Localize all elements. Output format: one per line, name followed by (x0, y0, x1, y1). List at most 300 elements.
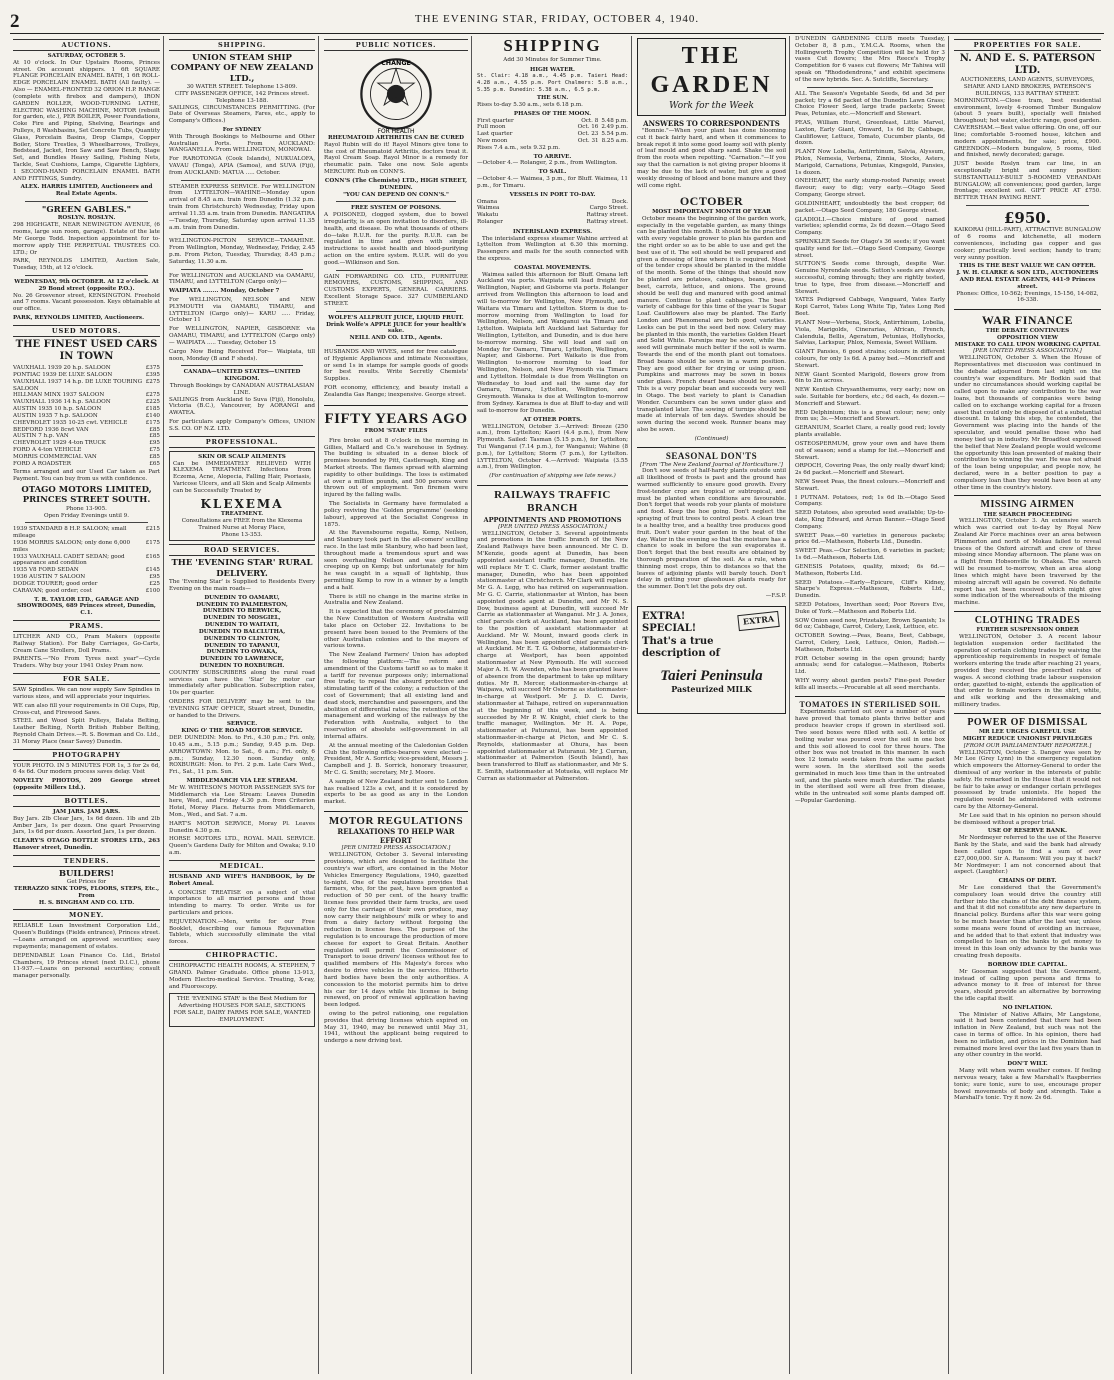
list-cell: First quarter (477, 117, 514, 124)
property-price: £950. (1004, 209, 1051, 228)
property-listing: KAIKORAI (HILL-PART), ATTRACTIVE BUNGALOW of 6 rooms and kitchenette, all modern conveniences, including gas copper and gas cooker; practically level section; handy to tram; very sunny position. (954, 227, 1101, 261)
section-heading: PUBLIC NOTICES. (324, 39, 468, 51)
list-row (13, 392, 160, 399)
article-headline: RAILWAYS TRAFFIC BRANCH (477, 485, 628, 516)
subhead: CHAINS OF DEBT. (998, 878, 1057, 885)
classified-ad: DEPENDABLE Loan Finance Co. Ltd., Bristol Chambers, 19 Princes street (next D.I.C.), phone 11-937.—Loans on personal securities; consult manager personally. (13, 952, 160, 980)
article-paragraph: The New Zealand Farmers' Union has adopted the following platform:—The reform and amendment of the Customs tariff so as to make it a tariff for revenue purposes only; international free trade; to repeal the absurd protective and stimulating tariff of the colony; a reduction of the cost of Government; that all existing land and dead stock, merchandise and passengers, and the abolition of differential rates; the retention of the management and working of the railways by the Federation with Australia, subject to the reservation of absolute self-government in all internal affairs. (324, 652, 468, 740)
article-subhead: THE DEBATE CONTINUES (985, 327, 1070, 334)
list-cell: Rattray street. (586, 218, 628, 225)
subhead: TO ARRIVE. (533, 153, 572, 160)
section-heading: PROPERTIES FOR SALE. (954, 39, 1101, 51)
article-source: [PER UNITED PRESS ASSOCIATION.] (973, 348, 1082, 355)
list-row (13, 554, 160, 568)
seed-ad: PLANT Now—Verbena, Stock, Antirrhinum, Lobelia, Viola, Marigolds, Cinerarias, African, French, Calendula, Bellis, Ageratum, Petunias, Hollyhocks, Salvias, Larkspur, Phlox, Nemesia, Sweet William. (795, 319, 945, 347)
note: (For continuation of shipping see late news.) (489, 473, 616, 480)
section-heading: CHIROPRACTIC. (169, 949, 315, 961)
classified-ad: LITCHER AND CO., Pram Makers (opposite Railway Station). For Baby Carriages, Go-Carts, Cream Cane Strollers, Doll Prams. (13, 633, 160, 654)
list-row (13, 420, 160, 427)
list-cell: 1936 MORRIS SALOON; only done 6,000 miles (13, 540, 131, 553)
seed-ad: NEW Kentish Chrysanthemums, very early; now on sale. Suitable for borders, etc.; 6d each, 4s dozen.—Moncrieff and Stewart. (795, 387, 945, 407)
list-cell: FORD A 4-ton VEHICLE (13, 446, 82, 453)
column-shipping-ads (166, 36, 318, 1374)
ad-headline: RHEUMATOID ARTHRITIS CAN BE CURED (327, 135, 464, 142)
list-cell: CHEVROLET 1929 4-ton TRUCK (13, 440, 106, 447)
article-paragraph: The Socialists in Germany have formulated a policy reviving the 'Golden programme' (seeking labour), approved at the Socialist Congress in 1875. (324, 501, 468, 528)
article-subhead: MISTAKE TO CALL UPON WORKING CAPITAL (954, 341, 1101, 348)
dealer-phone: Phone 13-905. (66, 505, 107, 512)
section-heading: PRAMS. (13, 620, 160, 632)
article-paragraph: Many wilt when warm weather comes. If feeling nervous weary, take a few Marshall's Raspberries tonic; sure tonic, sure to use, encourage proper bowel movements of body and strength. Take a Marshall's tonic. Try it now. 2s 6d. (954, 1068, 1101, 1102)
list-cell: £85 (149, 453, 160, 460)
section-heading: PHOTOGRAPHY (13, 749, 160, 761)
list-cell: VAUXHALL 1936 14 h.p. SALOON (13, 399, 111, 406)
classified-ad: STEEL and Wood Split Pulleys, Balata Belting, Leather Belting, North British Rubber Belting, Reynold Chain Drives.—R. S. Bowman and Co. Ltd., 31 Moray Place (near Savoy) Dunedin. (13, 718, 160, 745)
seed-ad: PEAS, William Hurst, Greenfeast, Little Marvel, Laxton, Early Giant, Onward, 1s 6d lb; Cabbage, Cauliflower, Lettuce, Tomato, Cucumber plants, 6d dozen. (795, 119, 945, 147)
seed-ad: SEED Potatoes.—Early—Epicure, Cliff's Kidney, Sharpe's Express.—Matheson, Roberts Ltd., Dunedin. (795, 579, 945, 600)
list-cell: VAUXHALL 1937 14 h.p. DE LUXE TOURING SALOON (13, 378, 143, 392)
list-row (477, 124, 628, 131)
ad-text: The 'Evening Star' is Supplied to Residents Every Evening on the main roads— (169, 579, 315, 593)
seed-ad: SWEET Peas.—Our Selection, 6 varieties in packet; 1s 6d.—Matheson, Roberts Ltd. (795, 548, 945, 562)
article-paragraph: A sample of New Zealand butter sent to London has realised 123s a cwt, and it is considered by experts to be as good as any in the London market. (324, 778, 468, 806)
list-cell: £140 (145, 412, 160, 419)
route-item: DUNEDIN TO BERWICK, (202, 608, 282, 615)
list-cell: FORD A ROADSTER (13, 460, 71, 467)
list-cell: New moon (477, 138, 508, 145)
ad-text: HART'S MOTOR SERVICE, Moray Pl. Leaves Dunedin 4.30 p.m. (169, 820, 315, 834)
list-row (13, 365, 160, 372)
list-cell: Rolanger (477, 218, 503, 225)
article-headline: POWER OF DISMISSAL (954, 713, 1101, 729)
ad-text: For WELLINGTON, NELSON and NEW PLYMOUTH via OAMARU, TIMARU, and LYTTELTON (Cargo only)— KARU ..... Friday, October 11 (169, 297, 315, 324)
section-heading: MONEY. (13, 909, 160, 921)
article-subhead: RELAXATIONS TO HELP WAR EFFORT (337, 827, 455, 845)
article-paragraph: Mr Lee said that in his opinion no person should be dismissed without a proper trial. (954, 812, 1101, 826)
subhead: COASTAL MOVEMENTS. (514, 264, 591, 271)
list-cell: £85 (149, 433, 160, 440)
seed-ad: GLADIOLI.—Choice mixture of good named varieties; splendid corms, 2s 6d dozen.—Otago Seed Company. (795, 216, 945, 237)
agent-name: J. W. H. CLARKE & SON LTD., AUCTIONEERS AND REAL ESTATE AGENTS, 441-9 Princes street. (956, 270, 1099, 290)
list-row (13, 427, 160, 434)
list-cell: Oct. 16 (577, 124, 599, 131)
seed-ad: ONEHEART, the early stump-rooted Parsnip; sweet flavour; easy to dig; very early.—Otago Seed Company, George street. (795, 178, 945, 199)
article-headline: TOMATOES IN STERILISED SOIL (795, 696, 945, 710)
list-cell: Cargo Street. (589, 205, 628, 212)
list-cell: £145 (145, 567, 160, 574)
arrivals: —October 4.— Rolanger, 2 p.m., from Wellington. (477, 160, 618, 167)
list-cell: AUSTIN 1935 10 h.p. SALOON (13, 406, 102, 413)
list-cell: CARAVAN; good order; cost (13, 587, 92, 594)
ad-headline: FREE SYSTEM OF POISONS. (350, 205, 442, 212)
article-subhead: MR LEE URGES CAREFUL USE (978, 729, 1077, 736)
ad-text: Terms arranged and our Used Car taken as Part Payment. You can buy from us with confidence. (13, 469, 160, 483)
ad-text: REJUVENATION.—Men, write for our Free Booklet, describing our famous Rejuvenation Tablets, which successfully eliminate the vital forces. (169, 918, 315, 946)
section-heading: ROAD SERVICES. (169, 544, 315, 556)
subhead: BORROW IDLE CAPITAL. (987, 961, 1068, 968)
route-list (169, 595, 315, 670)
company-address: 30 WATER STREET. Telephone 13-809. (186, 84, 298, 91)
ad-text: COUNTRY SUBSCRIBERS along the rural road services can have the 'Star' by motor car immediately after publication. Subscription rates, 10s per quarter. (169, 669, 315, 697)
list-cell: 2.49 p.m. (601, 124, 628, 131)
seed-ad: OSTEOSPERMUM, grow your own and have them out of season; send a stamp for list.—Moncrieff and Stewart. (795, 440, 945, 461)
list-row (13, 574, 160, 581)
ad-text: Mr W. WHITESON'S MOTOR PASSENGER SVS for Middlemarch via Lee Stream: Leaves Dunedin here, Wed., and Friday 4.30 p.m. from Criterion Hotel, Moray Place. Returns from Middlemarch, Mon., Wed., and Sat. 7 a.m. (169, 784, 315, 819)
classified-ad: RELIABLE Loan Investment Corporation Ltd., Queen's Buildings (Fields entrance), Princes street.—Loans arranged on approved securities; easy repayments; management of estates. (13, 923, 160, 950)
article-paragraph: WELLINGTON, October 3. An extensive search which was carried out to-day by Royal New Zealand Air Force machines over an area between Plimmerton and north of Mokau failed to reveal traces of the Oxford aircraft and crew of three missing since Monday afternoon. The plane was on a flight from Hobsonville to Ohakea. The search will be resumed to-morrow, when an area along lines which might have been traversed by the missing aircraft will again be covered. No definite report has yet been received which might give some indication of the whereabouts of the missing machine. (954, 518, 1101, 607)
list-cell: Last quarter (477, 131, 513, 138)
list-cell: £215 (145, 526, 160, 533)
seed-ad: SUTTON'S Seeds come through, despite War. Genuine Nyrendale seeds. Sutton's seeds are always successful, coming through; they are rightly tested, true to type, free from disease.—Moncrieff and Stewart. (795, 261, 945, 295)
article-headline: WAR FINANCE (954, 309, 1101, 328)
ad-text: WOLFE'S ALLFRUIT JUICE, LIQUID FRUIT. Drink Wolfe's APPLE JUICE for your health's sake. (326, 314, 466, 335)
list-row (477, 138, 628, 145)
masthead-title: THE EVENING STAR, FRIDAY, OCTOBER 4, 1940. (414, 13, 700, 25)
list-cell: 1939 STANDARD 8 H.P. SALOON; small mileage (13, 526, 127, 540)
seed-ad: NEW Giant Scented Marigold, flowers grow from 6in to 2in across. (795, 371, 945, 385)
list-cell: Rattray street. (586, 212, 628, 219)
list-cell: 5.54 p.m. (601, 131, 628, 138)
article-paragraph: At the Ravensbourne regatta, Kemp, Neilson, and Stanbury took part in the all-comers' sculling race. In the last mile Stanbury, who had been last, throughout made a tremendous spurt and was seen overhauling Neilson and was gradually creeping up on Kemp; but unfortunately for him he was caught in a squall of lightship, thus permitting Kemp to row in a winner by a length and a half. (324, 530, 468, 591)
property-text: No. 26 Grosvenor street, KENSINGTON. Freehold and 7 rooms. Vacant possession. Keys obtainable at our office. (13, 292, 160, 313)
article-paragraph: owing to the petrol rationing, one regulation provides that driving licenses which expired on May 31, 1940, may be renewed until May 31, 1941, without the applicant being required to undergo a new driving test. (324, 1010, 468, 1045)
subhead: NO INFLATION. (1002, 1004, 1053, 1011)
note: (Continued) (694, 435, 729, 442)
ad-text: HUSBANDS AND WIVES, send for free catalogue of Hygienic Appliances and intimate Necessities, or send 1s in stamps for sample goods of goods for best results. Write Secretly Chemists' Supplies. (324, 348, 468, 383)
column-notices (321, 36, 471, 1374)
ad-headline: BUILDERS! (58, 868, 115, 879)
moon-times: Rises 7.4 a.m., sets 9.32 p.m. (477, 144, 561, 151)
section-heading: MEDICAL. (169, 860, 315, 872)
list-cell: HILLMAN MINX 1937 SALOON (13, 392, 105, 399)
column-news (951, 36, 1104, 1374)
ad-text: NEILL AND CO. LTD., Agents. (349, 335, 443, 342)
ad-text: FOR economy, efficiency, and beauty install a Zealandia Gas Range; inexpensive. George street. (324, 385, 468, 398)
ad-text: TERRAZZO SINK TOPS, FLOORS, STEPS, Etc., From (13, 885, 160, 899)
ad-text: Phone 13-353. (221, 531, 263, 538)
ad-text: GAIN FORWARDING CO. LTD., FURNITURE REMOVERS, CUSTOMS, SHIPPING, AND CUSTOMS EXPERTS, GENERAL CARRIERS. Excellent Storage Space. 327 CUMBERLAND STREET. (324, 273, 468, 307)
route-item: DUNEDIN TO CLINTON, (203, 635, 281, 642)
seed-ad: YATES Pedigreed Cabbage, Vanguard, Yates Early Kopi Carrot, Yates Long White Tip, Yates Long Red Beet. (795, 297, 945, 318)
list-row (477, 131, 628, 138)
list-row (13, 413, 160, 420)
list-cell: £95 (149, 574, 160, 581)
article-paragraph: The interisland express steamer Wahine arrived at Lyttelton from Wellington at 6.30 this morning. Passengers and mails for the south connected with the express. (477, 235, 628, 263)
list-cell: £275 (145, 392, 160, 399)
vessel-list (477, 199, 628, 226)
subhead: HIGH WATER. (530, 66, 575, 73)
column-classifieds (10, 36, 163, 1374)
list-row (477, 212, 628, 219)
ad-text: "YOU CAN DEPEND ON CONN'S." (343, 191, 449, 198)
subhead: DON'T WILT. (1007, 1061, 1048, 1068)
route-heading: For SYDNEY (222, 126, 262, 133)
seed-ad: PLANT Now Lobelia, Antirrhinum, Salvia, Alyssum, Phlox, Nemesia, Verbena, Zinnia, Stocks, Asters, Marigold, Carnations, Petunias, Kingsgold, Pansies, 1s dozen. (795, 149, 945, 176)
article-headline: ANSWERS TO CORRESPONDENTS (643, 118, 780, 128)
departures: —October 4.— Waimea, 3 p.m., for Bluff. Waimea, 11 p.m., for Timaru. (477, 176, 628, 189)
company-name: UNION STEAM SHIP COMPANY OF NEW ZEALAND LTD., (170, 53, 314, 84)
section-heading: BOTTLES. (13, 795, 160, 807)
article-subhead: MOST IMPORTANT MONTH OF YEAR (652, 208, 771, 215)
dealer-name: T. R. TAYLOR LTD., GARAGE AND SHOWROOMS, 689 Princes street, Dunedin, C.1. (17, 596, 156, 617)
list-cell: £395 (145, 372, 160, 379)
classified-ad: PARENTS.—"No From Tyres next year"—Cycle Traders. Why buy your 1941 Oxley Pram now. (13, 656, 160, 670)
ad-text: Consultations are FREE from the Klexema Trained Nurse at Moray Place, (181, 518, 303, 531)
garden-masthead: THE GARDEN (650, 43, 773, 99)
car-list (13, 365, 160, 467)
article-paragraph: WELLINGTON, October 3. Danger was seen by Mr Lee (Grey Lynn) in the emergency regulation which empowers the Attorney-General to order the dismissal of any worker in the interests of public safety. He remarked in the House that it would not be fair to take away or endanger certain privileges possessed by trade unionists. He hoped the regulation would be administered with extreme care by the Attorney-General. (954, 749, 1101, 811)
article-paragraph: "Bonnie."—When your plant has done blooming cut it back fairly hard, and when it commences to break repot it into some good loamy soil with plenty of leaf mould and good sharp sand. Shake the soil from the roots when repotting. "Carnation."—If you say that the carnation is not giving proper blooms it may be due to the lack of water, but give a good weekly dressing of blood and bone manure and they will come right. (637, 128, 786, 189)
seal-top-text: CHANGE (381, 58, 411, 67)
ad-text: Through Bookings by CANADIAN AUSTRALASIAN LINE. (169, 382, 315, 396)
article-paragraph: WELLINGTON, October 3.—Arrived: Breeze (250 a.m.), from Lyttelton; Kaori (4.4 p.m.), from New Plymouth. Sailed: Tasman (5.15 p.m.), for Lyttelton; Tui Wanganui (7.14 p.m.), for Wanganui; Wahine (8 p.m.), for Lyttelton; Storm (7 p.m.), for Lyttelton. LYTTELTON, October 4.—Arrived: Waipiata (3.55 a.m.), from Wellington. (477, 423, 628, 471)
company-address: CITY PASSENGER OFFICE, 142 Princes street. Telephone 13-188. (174, 90, 310, 104)
classified-ad: CLEARY'S OTAGO BOTTLE STORES LTD., 263 Hanover street, Dunedin. (13, 838, 160, 851)
list-cell: £85 (149, 426, 160, 433)
route-heading: CANADA—UNITED STATES—UNITED KINGDOM. (183, 369, 301, 383)
product-name: Pasteurized MILK (671, 684, 752, 695)
article-headline: SEASONAL DON'TS (637, 447, 786, 462)
auction-date: SATURDAY, OCTOBER 5. (47, 53, 126, 60)
column-rule (163, 36, 164, 1374)
seed-ad: SWEET Peas.—60 varieties in generous packets; price 6d.—Matheson, Roberts Ltd., Dunedin. (795, 532, 945, 546)
seed-ad: ALL The Season's Vegetable Seeds, 6d and 3d per packet; try a 6d packet of the Dunedin Lawn Grass; Choice Flower Seed, large trade packets; Sweet Peas, Petunias, etc.—Moncrieff and Stewart. (795, 90, 945, 118)
column-rule (631, 36, 632, 1374)
tide-table: St. Clair: 4.18 a.m., 4.45 p.m. Taieri Head: 4.28 a.m., 4.55 p.m. Port Chalmers: 5.8 a.m., 5.35 p.m. Dunedin: 5.38 a.m., 6.5 p.m. (477, 73, 628, 93)
property-locality: ROSLYN. ROSLYN. (57, 215, 116, 222)
property-name: "GREEN GABLES." (41, 205, 132, 216)
section-heading: FOR SALE. (13, 673, 160, 685)
list-cell: PONTIAC 1939 DE LUXE SALOON (13, 372, 113, 379)
list-cell: £65 (149, 460, 160, 467)
ad-text: ORDERS FOR DELIVERY may be sent to the 'EVENING STAR' OFFICE, Stuart street, Dunedin, or handed to the Drivers. (169, 699, 315, 719)
ad-text: For WELLINGTON, NAPIER, GISBORNE via OAMARU, TIMARU, and LYTTELTON (Cargo only)— WAIPIATA ..... Tuesday, October 15 (169, 326, 315, 346)
article-subhead: THE SEARCH PROCEEDING (983, 511, 1072, 518)
article-paragraph: October means the beginning of the garden work, especially in the vegetable garden, as many things can be planted this month. It should be the practice with every vegetable grower to plan his garden and the right order so as to be able to use and get the best use of it. The soil should be well prepared and given a dressing of lime where it is required. Most of the tender crops should be planted in the middle of the month. Some of the things that should now be planted are potatoes, cabbages, beans, peas, beet, carrots, lettuce, and onions. The ground should be well dug and manured with good animal manure. Continue to plant cabbages. The best variety of cabbage for this time of the year is Sugar Loaf. Cauliflowers also may be planted. The Early London and Phenomenal are both good varieties. Leeks can be put in the seed bed now. Celery may be planted in this month, the varieties Golden Heart and Solid White. Parsnips may be sown, while the seed will germinate much better if the soil is warm. Towards the end of the month plant out tomatoes. Broad beans should be sown in a warm position. They are good either for drying or using green. Pumpkins and marrows may be sown in boxes under glass. French dwarf beans should be sown. This is a very popular bean and succeeds very well in Otago. The best variety to plant is Canadian Wonder. Cucumbers can be sown under glass and transplanted later. The sowing of turnips should be made at intervals of ten days. Swedes should be sown during the second week. Runner beans may also be sown. (637, 215, 786, 433)
ad-text: HUSBAND AND WIFE'S HANDBOOK, by Dr Robert Ameal. (169, 873, 315, 887)
ad-headline: MIDDLEMARCH VIA LEE STREAM. (186, 777, 298, 784)
ad-text: CONN'S (The Chemists) LTD., HIGH STREET, DUNEDIN. (324, 177, 468, 191)
article-headline: MOTOR REGULATIONS (324, 811, 468, 828)
garden-subtitle: Work for the Week (669, 100, 754, 111)
ad-text: Get Prices for (66, 879, 107, 886)
classified-ad: YOUR PHOTO. IN 5 MINUTES FOR 1s, 3 for 2s 6d, 6 4s 6d. Our modern process saves delay. Visit (13, 762, 160, 776)
list-cell: Dock. (611, 198, 628, 205)
property-listing: JUST beside Roslyn tram car line, in an exceptionally bright and sunny position: SUBSTANTIALLY-BUILT 5-ROOMED VERANDAH BUNGALOW; all conveniences; good garden, large frontage; excellent soil. GIFT PRICE AT £750. BETTER THAN PAYING RENT. (954, 161, 1101, 202)
article-subhead: FROM 'STAR' FILES (364, 427, 428, 434)
list-cell: CHEVROLET 1935 10-25 cwt. VEHICLE (13, 419, 128, 426)
list-row (13, 399, 160, 406)
route-item: DUNEDIN TO ROXBURGH. (199, 662, 285, 669)
seal-logo (350, 53, 442, 135)
article-paragraph: The Minister of Native Affairs, Mr Langstone, said it had been contended that there had been inflation in New Zealand, but such was not the case in terms of office. In his opinion, there had been no inflation, and prices in the Dominion had remained more level over the last five years than in any other country in the world. (954, 1011, 1101, 1059)
classified-ad: SAW Spindles. We can now supply Saw Spindles in various sizes, and will appreciate your inquiries. (13, 687, 160, 700)
route-item: DUNEDIN TO OWAKA, (206, 649, 278, 656)
article-paragraph: Mr Lee considered that the Government's compulsory loan would drive the country still further into the chains of the debt finance system, and that it did not constitute any new departure in financial policy. Burdens after this war were going to be much heavier than after the last war, unless some means were found of avoiding an increase, and he added that to that extent that industry was compelled to lean on the banks to get money to invest in this loan only advance by the banks was creating fresh deposits. (954, 884, 1101, 960)
ad-headline: SKIN OR SCALP AILMENTS (198, 453, 286, 460)
column-rule (318, 36, 319, 1374)
article-paragraph: WELLINGTON, October 3. A recent labour legislation suspension order facilitated the operation of certain clothing trades by waiving the apprenticeship requirements in respect of female workers entering the trade after reaching 21 years, provided they received the prescribed rates of wages. A second clothing trade labour suspension order, gazetted to-night, extends the application of that order to female workers in the shirt, white, and silk working and the dressmaking and millinery trades. (954, 633, 1101, 709)
property-listing: MORNINGTON.—Close tram, best residential environment, lovely 4-roomed Timber Bungalow (about 5 years built), specially well finished throughout; hot water, electric range, good garden. CAVERSHAM.—Best value offering. On one, off our line; comfortable 5-roomed house, kitchen and modern appointments, for saie; price, £900. GREENDON.—Modern bungalow, 5 rooms, tiled and finished, newly decorated; garage. (954, 97, 1101, 159)
seed-ad: SPRINKLER Seeds for Otago's 36 seeds; if you want quality send for list.—Otago Seed Company, George street. (795, 238, 945, 259)
list-row (13, 454, 160, 461)
seed-ad: NEW Sweet Peas, the finest colours.—Moncrieff and Stewart. (795, 478, 945, 492)
column-garden-ads (792, 36, 948, 1374)
ad-text: Cargo Now Being Received For— Waipiata, till noon, Monday (B and F sheds). (169, 348, 315, 362)
article-source: [FROM OUR PARLIAMENTARY REPORTER.] (963, 742, 1092, 749)
section-title: SHIPPING (503, 36, 602, 55)
classified-ad: NOVELTY PHOTOS, 209 George street (opposite Millers Ltd.). (13, 778, 160, 792)
column-rule (789, 36, 790, 1374)
byline: —F.S.P. (765, 593, 786, 599)
seed-ad: SOW Onion seed now, Prizetaker, Brown Spanish; 1s 6d oz; Cabbage, Carrot, Celery, Leek, Lettuce, etc. (795, 617, 945, 631)
list-row (13, 588, 160, 595)
list-cell: DODGE TOURER; good order (13, 580, 98, 587)
article-source: [PER UNITED PRESS ASSOCIATION.] (341, 845, 451, 852)
route-item: DUNEDIN TO LAWRENCE, (200, 656, 284, 663)
seed-ad: RED Delphinium; this is a great colour; new; only from us; 3s.—Moncrieff and Stewart. (795, 409, 945, 423)
ad-text: Can be IMMEDIATELY RELIEVED WITH KLEXEMA TREATMENT. Infections from Eczema, Acne, Alopecia, Falling Hair, Psoriasis, Varicose Ulcers, and all Skin and Scalp Ailments can be Successfully Treated by (173, 460, 311, 494)
ad-text: SAILINGS, CIRCUMSTANCES PERMITTING. (For Date of Overseas Steamers, Fares, etc., apply to Company's Offices.) (169, 104, 315, 125)
extra-badge: EXTRA (737, 611, 780, 631)
seal-ring-text: FOR HEALTH (377, 129, 415, 136)
article-source: [From 'The New Zealand Journal of Horticulture.'] (640, 461, 783, 468)
ad-text: SAILINGS from Auckland to Suva (Fiji), Honolulu, Victoria (B.C.), Vancouver, by AORANGI and AWATEA. (169, 396, 315, 417)
list-cell: £25 (149, 580, 160, 587)
seed-ad: OCTOBER Sowing.—Peas, Beans, Beet, Cabbage, Carrot, Celery, Leek, Lettuce, Onion, Radish.—Matheson, Roberts Ltd. (795, 633, 945, 653)
list-row (13, 461, 160, 468)
section-heading: SHIPPING. (169, 39, 315, 51)
article-headline: CLOTHING TRADES (954, 611, 1101, 627)
classified-ad: D'UNEDIN GARDENING CLUB meets Tuesday, October 8, 8 p.m., Y.M.C.A. Rooms, when the Hollingworth Trophy Competition will be held for 3 vases Cut flowers; the Mrs Reece's Trophy Competition for 6 vases cut flowers; Mr Tahiwa will speak on "Rhododendrons," and exhibit specimens of the new hybrids. Sec. A. Sutcliffe, Secretary. (795, 36, 945, 83)
section-heading: USED MOTORS. (13, 325, 160, 337)
seed-ad: GERANIUM, Scarlet Clare, a really good red; lovely plants available. (795, 425, 945, 439)
article-paragraph: At the annual meeting of the Caledonian Golden Club the following office-bearers were elected:—President, Mr A. Sorrick; vice-president, Messrs J. Campbell and J. B. Sorrick, honorary treasurer, Mr C. G. Smith; secretary, Mr J. Moore. (324, 742, 468, 776)
brand-name: KLEXEMA (200, 496, 284, 511)
moon-phases (477, 118, 628, 145)
ad-text: HORSE MOTORS LTD., ROYAL MAIL SERVICE. Queen's Gardens Daily for Milton and Owaka; 9.10 a.m. (169, 836, 315, 857)
list-cell: Oct. 8 (581, 117, 599, 124)
route-item: DUNEDIN TO MOSGIEL, (203, 615, 281, 622)
company-name: N. AND E. S. PATERSON LTD. (959, 53, 1096, 77)
subhead: PHASES OF THE MOON. (513, 110, 592, 117)
list-cell: £225 (145, 399, 160, 406)
list-row (13, 433, 160, 440)
list-cell: 1936 AUSTIN 7 SALOON (13, 574, 86, 581)
list-cell: Waimea (477, 205, 500, 212)
list-cell: Omana (477, 198, 498, 205)
section-heading: AUCTIONS. (13, 39, 160, 51)
ad-text: WELLINGTON-PICTON SERVICE—TAMAHINE. From Wellington, Monday, Wednesday, Friday, 2.45 p.m. From Picton, Tuesday, Thursday, 8.45 p.m.; Saturday, 11.30 a.m. (169, 238, 315, 265)
dealer-name: OTAGO MOTORS LIMITED, PRINCES STREET SOUTH. (21, 485, 152, 506)
ad-text: With Through Bookings to Melbourne and Other Australian Ports. From AUCKLAND: WANGANELLA. From WELLINGTON, MONOWAI. (169, 133, 315, 154)
list-row (13, 540, 160, 554)
column-rule (948, 36, 949, 1374)
article-paragraph: WELLINGTON, October 3. Several appointments and promotions in the traffic branch of the New Zealand Railways have been announced. Mr C. D. M'Kenzie, goods agent at Dunedin, has been appointed assistant traffic manager, Dunedin. He will replace Mr T. C. Clark, former assistant traffic manager, Dunedin, who has been appointed stationmaster at Christchurch. Mr Clark will replace Mr G. A. Legg, who has retired on superannuation. Mr G. C. Carrie, stationmaster at Winton, has been appointed goods agent at Dunedin, and Mr N. S. Dow, business agent at Dunedin, will succeed Mr Carrie as stationmaster at Wanganui. Mr J. A. Jones, chief parcels clerk at Auckland, has been appointed to the position of assistant stationmaster at Auckland. Mr W. Mount, inward goods clerk in Wellington, has been appointed chief parcels clerk at Auckland. Mr E. T. G. Osborne, stationmaster-in-charge at Westport, has been appointed stationmaster at New Plymouth. He will succeed Major A. H. W. Avenden, who has been granted leave of absence from the department to take up military duties. Mr R. Mercer, stationmaster-in-charge at Waipawa, will succeed Mr Osborne as stationmaster-in-charge at Westport. Mr J. D. C. Davis, stationmaster at Taihape, retired on superannuation at the beginning of this week, and is being succeeded by Mr P. W. Knight, chief clerk to the traffic manager, Wellington. Mr H. A. Pope, stationmaster at Paturanui, has been appointed stationmaster-in-charge at Picton, and Mr C. S. Reynolds, stationmaster at Ohura, has been appointed stationmaster at Paturanui. Mr J. Curran, stationmaster at Palmerston (South Island), has been transferred to Bluff as stationmaster, and Mr S. E. Smith, stationmaster at Motueka, will replace Mr Curran as stationmaster at Palmerston. (477, 530, 628, 782)
list-cell: £95 (149, 440, 160, 447)
ad-text: A CONCISE TREATISE on a subject of vital importance to all married persons and those intending to marry. To order. Write us for particulars and prices. (169, 889, 315, 916)
list-cell: £165 (145, 553, 160, 560)
list-cell: £100 (145, 587, 160, 594)
article-subhead: FURTHER SUSPENSION ORDER (976, 627, 1079, 634)
auction-date: WEDNESDAY, 9th OCTOBER. At 12 o'clock. At 29 Bond street (opposite P.O.). (14, 278, 159, 292)
route-heading: SERVICE. (226, 721, 258, 728)
article-paragraph: Mr Nordmeyer referred to the use of the Reserve Bank by the State, and said the bank had already been called upon to find a sum of over £27,000,000. Sir A. Ransom: Will you pay it back? Mr Nordmeyer: I am not concerned about that aspect. (Laughter.) (954, 835, 1101, 876)
list-row (13, 526, 160, 540)
seed-ad: GENESIS Potatoes, quality, mixed; 6s 6d.—Matheson, Roberts Ltd. (795, 563, 945, 577)
ad-headline: EXTRA! SPECIAL! That's a true description of (642, 610, 720, 660)
subhead: AT OTHER PORTS. (523, 416, 582, 423)
ad-headline: THE 'EVENING STAR' RURAL DELIVERY. (171, 558, 313, 579)
article-subhead: APPOINTMENTS AND PROMOTIONS (483, 515, 622, 524)
subhead: TO SAIL. (538, 169, 567, 176)
seed-ad: WHY worry about garden pests? Fine-pest Powder kills all insects.—Procurable at all seed merchants. (795, 678, 945, 691)
property-text: 298 HIGHGATE, NEAR NEWINGTON AVENUE, (6 rooms, large sun room, garage). Estate of the late Mr George Todd. Inspection appointment for to-morrow apply THE PERPETUAL TRUSTEES CO. LTD.; Or (13, 222, 160, 256)
article-paragraph: Don't sow seeds of half-hardy plants outside until all likelihood of frosts is past and the ground has warmed sufficiently to ensure good growth. Every frost-tender crop are tropical or subtropical, and must be planted when conditions are favourable. Don't forget that weeds rob your plants of moisture and food. Keep the hoe going. Don't neglect the spraying of fruit trees to control pests. A clean tree is a healthy tree, and a healthy tree produces good fruit. Don't water your garden in the heat of the day. Water in the evening so that the moisture has a chance to soak in before the sun evaporates it. Don't forget that the best results are obtained by thorough preparation of the soil. As a rule, when thinning most crops, thin to distances so that the leaves of adjoining plants will barely touch. Don't delay in getting your glasshouse plants ready for the summer. Don't let the pots dry out. (637, 468, 786, 591)
article-paragraph: WELLINGTON, October 3. When the House of Representatives met discussion was continued in the debate adjourned from last night on the country's war expenditure. Mr Bodkin said that under no circumstances should working capital be called upon to make any contribution to the war loans, but thousands of companies were being called on to exchange working capital for a frozen asset that could only be disposed of at a substantial discount. In taking this step, he contended, the Government was placing into the hands of the speculator, and would penalise those who had money tied up in industry. Mr Broadfoot expressed the belief that New Zealand people would welcome the opportunity this loan presented of making their contribution to winning the war. He was not afraid of the loan being unpopular, and people now, he declared, were in a better position to pay a compulsory loan than they would have been at any other time in the country's history. (954, 355, 1101, 491)
classified-ad: Buy Jars. 2lb Clear Jars, 1s 6d dozen. 1lb and 2lb Amber Jars, 1s per dozen. One quart Preserving Jars, 1s 6d per dozen. Assorted Jars, 1s per dozen. (13, 815, 160, 836)
agent-phone: Phones: Office, 10-562; Evenings, 15-156, 14-082, 16-338. (956, 290, 1099, 304)
list-cell: AUSTIN 1935 7 h.p. SALOON (13, 412, 98, 419)
list-cell: £175 (145, 540, 160, 547)
list-cell: 1935 V8 FORD SEDAN (13, 567, 79, 574)
ad-text: For WELLINGTON and AUCKLAND via OAMARU, TIMARU, and LYTTELTON (Cargo only)— (169, 272, 315, 286)
list-row (13, 440, 160, 447)
auctioneer: ALEX. HARRIS LIMITED, Auctioneers and Real Estate Agents. (20, 184, 153, 198)
brand-name: Taieri Peninsula (660, 667, 763, 684)
ad-text: STEAMER EXPRESS SERVICE. For WELLINGTON from LYTTELTON—WAHINE—Monday upon arrival of 8.45 a.m. train from Dunedin (1.32 p.m. train from Christchurch) Wednesday, Friday upon arrival 11.35 a.m. train from Dunedin. RANGATIRA—Tuesday, Thursday, Saturday upon arrival 11.35 a.m. train from Dunedin. (169, 183, 315, 231)
seed-ad: GIANT Pansies, 6 good strains; colours in different colours, for only 1s 6d. A pansy bed.—Moncrieff and Stewart. (795, 349, 945, 369)
note: Add 30 Minutes for Summer Time. (503, 56, 602, 63)
list-cell: Wakatu (477, 212, 499, 219)
subhead: VESSELS IN PORT TO-DAY. (509, 191, 596, 198)
list-row (13, 372, 160, 379)
ad-text: For RAROTONGA (Cook Islands), NUKUALOFA, VAVAU (Tonga), APIA (Samoa), and SUVA (Fiji), from AUCKLAND: MATUA ..... October. (169, 156, 315, 176)
article-headline: OCTOBER (679, 194, 744, 209)
auction-text: At 10 o'clock. In Our Upstairs Rooms, Princes street. On account shippers. 1 6ft SQUARE FLANGE PORCELAIN ENAMEL BATH, 1 6ft ROLL-EDGE PORCELAIN ENAMEL BATH (All faulty). — Also — ENAMEL-FRONTED 32 ORION H.P. RANGE (complete with firebox and dampers), IRON GARDEN ROLLER, WOOD-TURNING LATHE, ELECTRIC WASHING MACHINE, MOTOR (rebuilt for garden, etc.), PER BOILER, Power Foundations, Coke Fire and Piping, Shelving, Bearings and Pulleys, 8 Washbasins, Set Concrete Tubs, Quantity Glass, Porcelain Basins, Drop Clamps, Copper Boiler, Store Trestles, 5 Wheelbarrows, Trolleys, Bedstead, Jacket, Iron Saw and Saw Bench, Stage Set, and Bundles Heavy Sailing, Fishing Nets, Tackle, Seat Cushions, Lamps, Cigarette Lighters, 1 SECOND-HAND PORCELAIN ENAMEL BATH AND FITTINGS, Sundry. (13, 59, 161, 182)
article-paragraph: Fire broke out at 8 o'clock in the morning in Gillies, Mallard and Co.'s warehouse in Sydney. The building is situated in a dense block of premises bounded by Pitt, Castlereagh, King and Market streets. The flames spread with alarming rapidity to other buildings. The loss is estimated at over a million pounds, and 500 persons were thrown out of employment. Ten firemen were injured by the falling walls. (324, 437, 468, 499)
article-paragraph: WELLINGTON, October 3. Several interesting provisions, which are designed to facilitate the country's war effort, are contained in the Motor Vehicles Emergency Regulations, 1940, gazetted to-night. One of the regulations provides that farmers, who, for the past, have been granted a reduction of 50 per cent. of the heavy traffic license fees provided their farm trucks, are used only for the carriage of their own produce, may now carry their neighbours' milk or whey to and from a dairy factory without forgoing the reduction in license fees. The purpose of the regulation is to encourage the production of more cheese for export to Great Britain. Another regulation will permit the Commissioner of Transport to issue drivers' licenses without fee to qualified members of His Majesty's forces who desire to drive vehicles in the service. Hitherto hard bodies have been the only authorities. A concession to the motorist permits him to drive his car for 14 days while his license is being renewed, on proof of renewal application having been lodged. (324, 852, 468, 1009)
list-cell: MORRIS COMMERCIAL VAN (13, 453, 97, 460)
list-cell: Full moon (477, 124, 506, 131)
route-item: DUNEDIN TO OAMARU, (204, 594, 280, 601)
list-cell: 1933 VAUXHALL CADET SEDAN; good appearance and condition (13, 553, 125, 567)
list-row (13, 406, 160, 413)
list-row (13, 567, 160, 574)
article-subhead: OPPOSITION VIEW (996, 334, 1059, 341)
article-paragraph: Experiments carried out over a number of years have proved that tomato plants thrive better and produce heavier crops if grown in sterilised soil. Two seed boxes were filled with soil. A kettle of boiling water was poured over the soil in one box and this soil allowed to cool for three hours. The other box was not treated in this manner. In each box 12 tomato seeds taken from the same packet were sown. In the sterilised soil the seeds germinated in much less time than in the untreated soil, and the plants were much sturdier. The plants in the sterilised soil were all free from disease, while in the untreated soil some plants damped off.—Popular Gardening. (795, 709, 945, 804)
list-row (477, 199, 628, 206)
section-heading: TENDERS. (13, 855, 160, 867)
ad-text: For particulars apply Company's Offices, UNION S.S. CO. OF N.Z. LTD. (169, 419, 315, 432)
route-item: DUNEDIN TO TAPANUI, (204, 642, 280, 649)
list-row (477, 219, 628, 226)
ad-headline: JAM JARS. JAM JARS. (52, 808, 121, 815)
article-paragraph: Mr Goosman suggested that the Government, instead of calling upon persons and firms to advance money to it free of interest for three years, should provide an alternative by borrowing the idle capital itself. (954, 968, 1101, 1002)
ad-headline: KING O' THE ROAD MOTOR SERVICE. (181, 728, 303, 735)
sun-times: Rises to-day 5.30 a.m., sets 6.18 p.m. (477, 101, 583, 108)
subhead: USE OF RESERVE BANK. (987, 828, 1068, 835)
subhead: THE SUN. (536, 95, 569, 102)
ad-text: CHIROPRACTIC HEALTH ROOMS, A. STEPHEN, 7 GRAND. Palmer Graduate. Office phone 13-913, Modern Electro-medical Service. Treating, X-ray, and Fluoroscopy. (169, 963, 315, 990)
seed-ad: FOR October sowing in the open ground; hardy annuals; send for catalogue.—Matheson, Roberts Ltd. (795, 655, 945, 676)
subhead: INTERISLAND EXPRESS. (512, 228, 593, 235)
list-cell: £175 (145, 419, 160, 426)
article-paragraph: Waimea sailed this afternoon for Bluff. Omana left Auckland via ports. Waipiata will load freight for Wellington, Napier, and Gisborne via ports. Rolanger arrived from Wellington this afternoon to load and will to-morrow for Wellington, New Plymouth, and Waitara via Timaru and Lyttelton. Storm is due to-morrow morning from Wellington to load for Wellington, Nelson, and Wanganui via Timaru and Lyttelton. Waipiata left Auckland last Saturday for Wellington, Lyttelton, and Dunedin, and is due here to-morrow morning. She will load and sail on Monday for Oamaru, Timaru, Lyttelton, Wellington, Napier, and Gisborne. Port Waikato is due from Wellington to-morrow morning to load for Wellington, Nelson, and New Plymouth via Timaru and Lyttelton. Holmdale is due from Wellington on Wednesday to load and sail the same day for Oamaru, Timaru, Lyttelton, Wellington, and Greymouth. Wanaka is due at Wellington to-morrow from Sydney. Karamea is due at Bluff to-day and will sail to-morrow for Dunedin. (477, 271, 628, 414)
seed-ad: I PUTNAM. Potatoes, red; 1s 6d lb.—Otago Seed Company. (795, 494, 945, 508)
property-listing: THIS IS THE BEST VALUE WE CAN OFFER. (959, 263, 1096, 270)
ad-text: THE 'EVENING STAR' is the Best Medium for Advertising HOUSES FOR SALE, SECTIONS FOR SALE, DAIRY FARMS FOR SALE, WANTED EMPLOYMENT. (169, 993, 315, 1026)
